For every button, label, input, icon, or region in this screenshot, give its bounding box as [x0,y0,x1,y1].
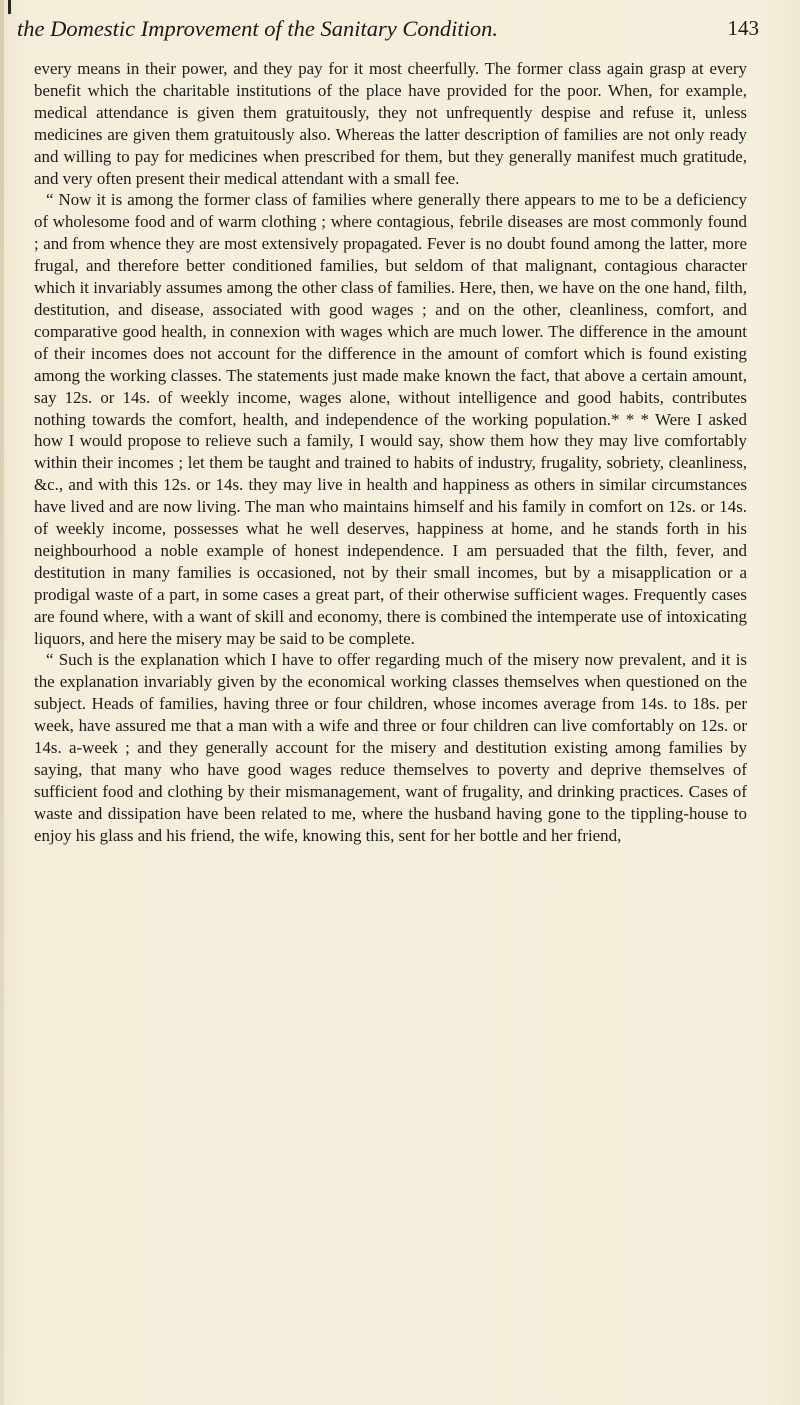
paragraph-quote-2: “ Such is the explanation which I have to offer regarding much of the misery now prevalent, and it is the explanation invariably given by the economical working classes themselves when questioned on the subject. Heads of families, having three or four children, whose incomes average from 14s. to 18s. per week, have assured me that a man with a wife and three or four children can live comfortably on 12s. or 14s. a-week ; and they generally account for the misery and destitution existing among families by saying, that many who have good wages reduce themselves to poverty and deprive themselves of sufficient food and clothing by their mismanagement, want of frugality, and drinking practices. Cases of waste and dissipation have been related to me, where the husband having gone to the tippling-house to enjoy his glass and his friend, the wife, knowing this, sent for her bottle and her friend, [34,650,747,845]
paragraph-quote-1: “ Now it is among the former class of families where generally there appears to me to be a deficiency of wholesome food and of warm clothing ; where contagious, febrile diseases are most commonly found ; and from whence they are most extensively propagated. Fever is no doubt found among the latter, more frugal, and therefore better conditioned families, but seldom of that malignant, contagious character which it invariably assumes among the other class of families. Here, then, we have on the one hand, filth, destitution, and disease, associated with good wages ; and on the other, cleanliness, comfort, and comparative good health, in connexion with wages which are much lower. The difference in the amount of their incomes does not account for the difference in the amount of comfort which is found existing among the working classes. The statements just made make known the fact, that above a certain amount, say 12s. or 14s. of weekly income, wages alone, without intelligence and good habits, contributes nothing towards the comfort, health, and independence of the working population.* * * Were I asked how I would propose to relieve such a family, I would say, show them how they may live comfortably within their incomes ; let them be taught and trained to habits of industry, frugality, sobriety, cleanliness, &c., and with this 12s. or 14s. they may live in health and happiness as others in similar circumstances have lived and are now living. The man who maintains himself and his family in comfort on 12s. or 14s. of weekly income, possesses what he well deserves, happiness at home, and he stands forth in his neighbourhood a noble example of honest independence. I am persuaded that the filth, fever, and destitution in many families is occasioned, not by their small incomes, but by a misapplication or a prodigal waste of a part, in some cases a great part, of their otherwise sufficient wages. Frequently cases are found where, with a want of skill and economy, there is combined the intemperate use of intoxicating liquors, and here the misery may be said to be complete. [34,190,747,648]
page-edge-shadow [0,0,4,1405]
running-header [17,16,759,50]
body-text [34,58,747,847]
page-number: 143 [727,16,759,40]
top-margin-mark [8,0,11,14]
running-title: the Domestic Improvement of the Sanitary Condition. [17,16,498,41]
paragraph-continuation: every means in their power, and they pay for it most cheerfully. The former class again grasp at every benefit which the charitable institutions of the place have provided for the poor. When, for example, medical attendance is given them gratuitously, they not unfrequently despise and refuse it, unless medicines are given them gratuitously also. Whereas the latter description of families are not only ready and willing to pay for medicines when prescribed for them, but they generally manifest much gratitude, and very often present their medical attendant with a small fee. [34,59,747,188]
